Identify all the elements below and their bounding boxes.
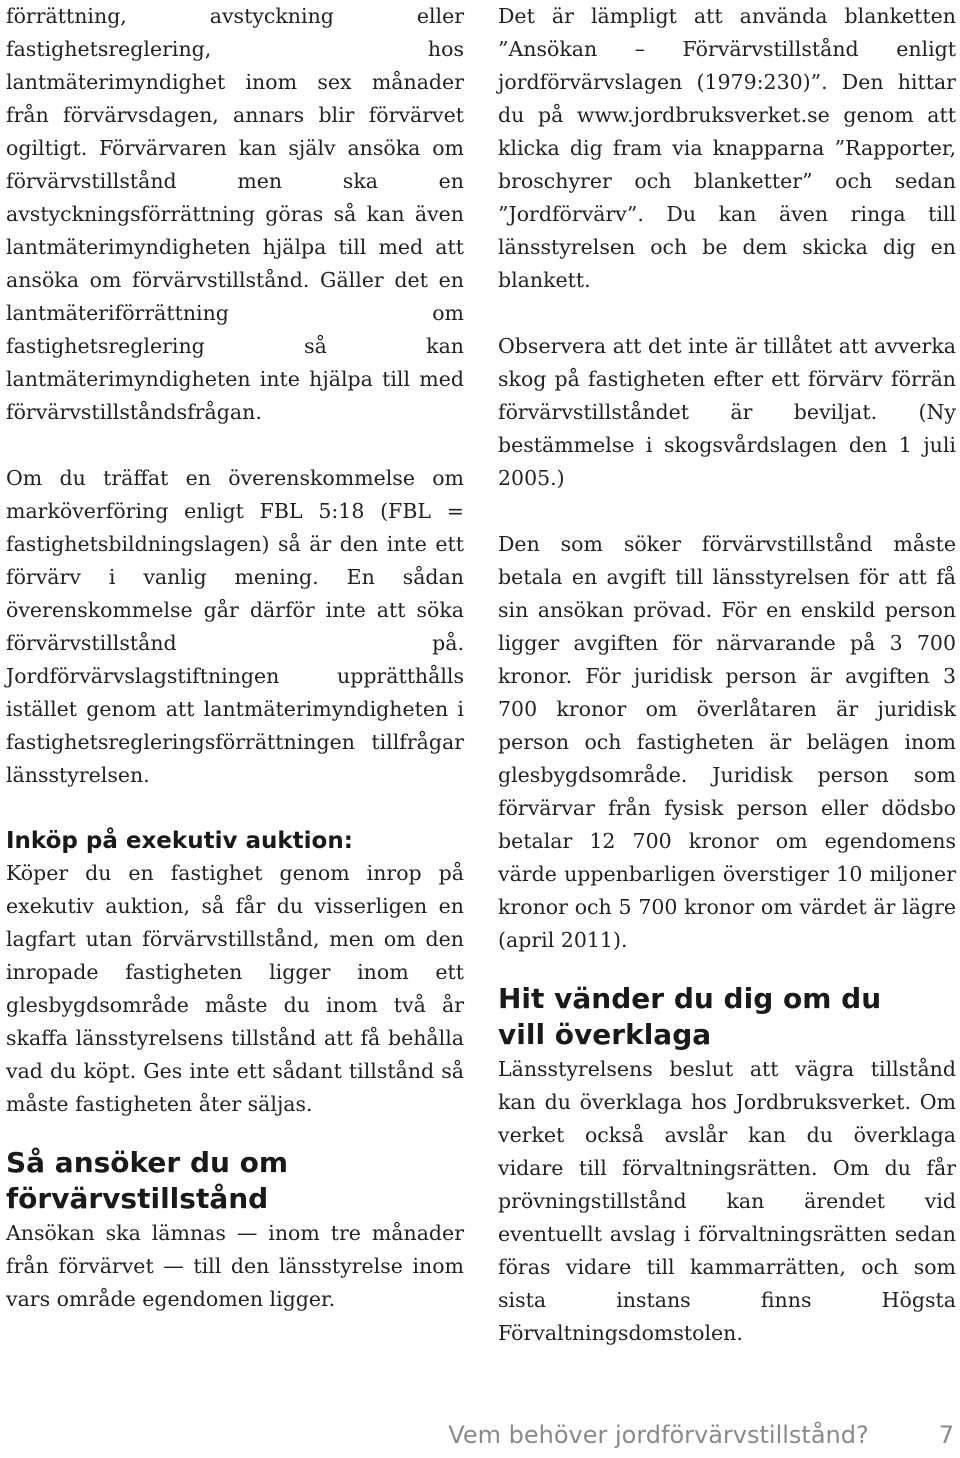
heading-how-to-apply-line2: förvärvstillstånd [6,1182,269,1215]
paragraph-land-transfer-agreement: Om du träffat en överenskommelse om marköverföring enligt FBL 5:18 (FBL = fastighetsbildningslagen) så är den inte ett förvärv i vanlig mening. En sådan överenskommelse går därför inte att söka förvärvstillstånd på. Jordförvärvslagstiftningen upprätthålls istället genom att lantmäterimyndigheten i fastighetsregleringsförrättningen tillfrågar länsstyrelsen. [6,466,464,787]
paragraph-spacer [6,792,464,825]
right-column [498,0,956,1350]
paragraph-spacer [6,1121,464,1145]
heading-how-to-appeal-line1: Hit vänder du dig om du [498,982,882,1015]
left-column [6,0,464,1316]
running-title: Vem behöver jordförvärvstillstånd? [448,1421,869,1449]
paragraph-spacer [498,957,956,981]
paragraph-appeal-process: Länsstyrelsens beslut att vägra tillstånd kan du överklaga hos Jordbruksverket. Om verket också avslår kan du överklaga vidare till förvaltningsrätten. Om du får prövningstillstånd kan ärendet vid eventuellt avslag i förvaltningsrätten sedan föras vidare till kammarrätten, och som sista instans finns Högsta Förvaltningsdomstolen. [498,1057,956,1345]
heading-executive-auction: Inköp på exekutiv auktion: [6,828,353,854]
paragraph-application-form: Det är lämpligt att använda blanketten ”Ansökan – Förvärvstillstånd enligt jordförvärvslagen (1979:230)”. Den hittar du på www.jordbruksverket.se genom att klicka dig fram via knapparna ”Rapporter, broschyrer och blanketter” och sedan ”Jordförvärv”. Du kan även ringa till länsstyrelsen och be dem skicka dig en blankett. [498,4,956,292]
heading-how-to-appeal-line2: vill överklaga [498,1018,712,1051]
paragraph-spacer [498,495,956,528]
paragraph-spacer [498,297,956,330]
page-footer [448,1420,954,1450]
paragraph-spacer [6,429,464,462]
heading-how-to-apply [6,1145,464,1217]
paragraph-application-deadline: Ansökan ska lämnas — inom tre månader från förvärvet — till den länsstyrelse inom vars område egendomen ligger. [6,1221,464,1311]
paragraph-application-fee: Den som söker förvärvstillstånd måste betala en avgift till länsstyrelsen för att få sin ansökan prövad. För en enskild person ligger avgiften för närvarande på 3 700 kronor. För juridisk person är avgiften 3 700 kronor om överlåtaren är juridisk person och fastigheten är belägen inom glesbygdsområde. Juridisk person som förvärvar från fysisk person eller dödsbo betalar 12 700 kronor om egendomens värde uppenbarligen överstiger 10 miljoner kronor och 5 700 kronor om värdet är lägre (april 2011). [498,532,956,952]
page-number: 7 [938,1421,954,1449]
heading-how-to-appeal [498,981,956,1053]
paragraph-registration-deadline: förrättning, avstyckning eller fastighetsreglering, hos lantmäterimyndighet inom sex månader från förvärvsdagen, annars blir förvärvet ogiltigt. Förvärvaren kan själv ansöka om förvärvstillstånd men ska en avstyckningsförrättning göras så kan även lantmäterimyndigheten hjälpa till med att ansöka om förvärvstillstånd. Gäller det en lantmäteriförrättning om fastighetsreglering så kan lantmäterimyndigheten inte hjälpa till med förvärvstillståndsfrågan. [6,4,464,424]
paragraph-executive-auction: Köper du en fastighet genom inrop på exekutiv auktion, så får du visserligen en lagfart utan förvärvstillstånd, men om den inropade fastigheten ligger inom ett glesbygdsområde måste du inom två år skaffa länsstyrelsens tillstånd att få behålla vad du köpt. Ges inte ett sådant tillstånd så måste fastigheten åter säljas. [6,861,464,1116]
paragraph-forestry-notice: Observera att det inte är tillåtet att avverka skog på fastigheten efter ett förvärv förrän förvärvstillståndet är beviljat. (Ny bestämmelse i skogsvårdslagen den 1 juli 2005.) [498,334,956,490]
heading-how-to-apply-line1: Så ansöker du om [6,1146,289,1179]
